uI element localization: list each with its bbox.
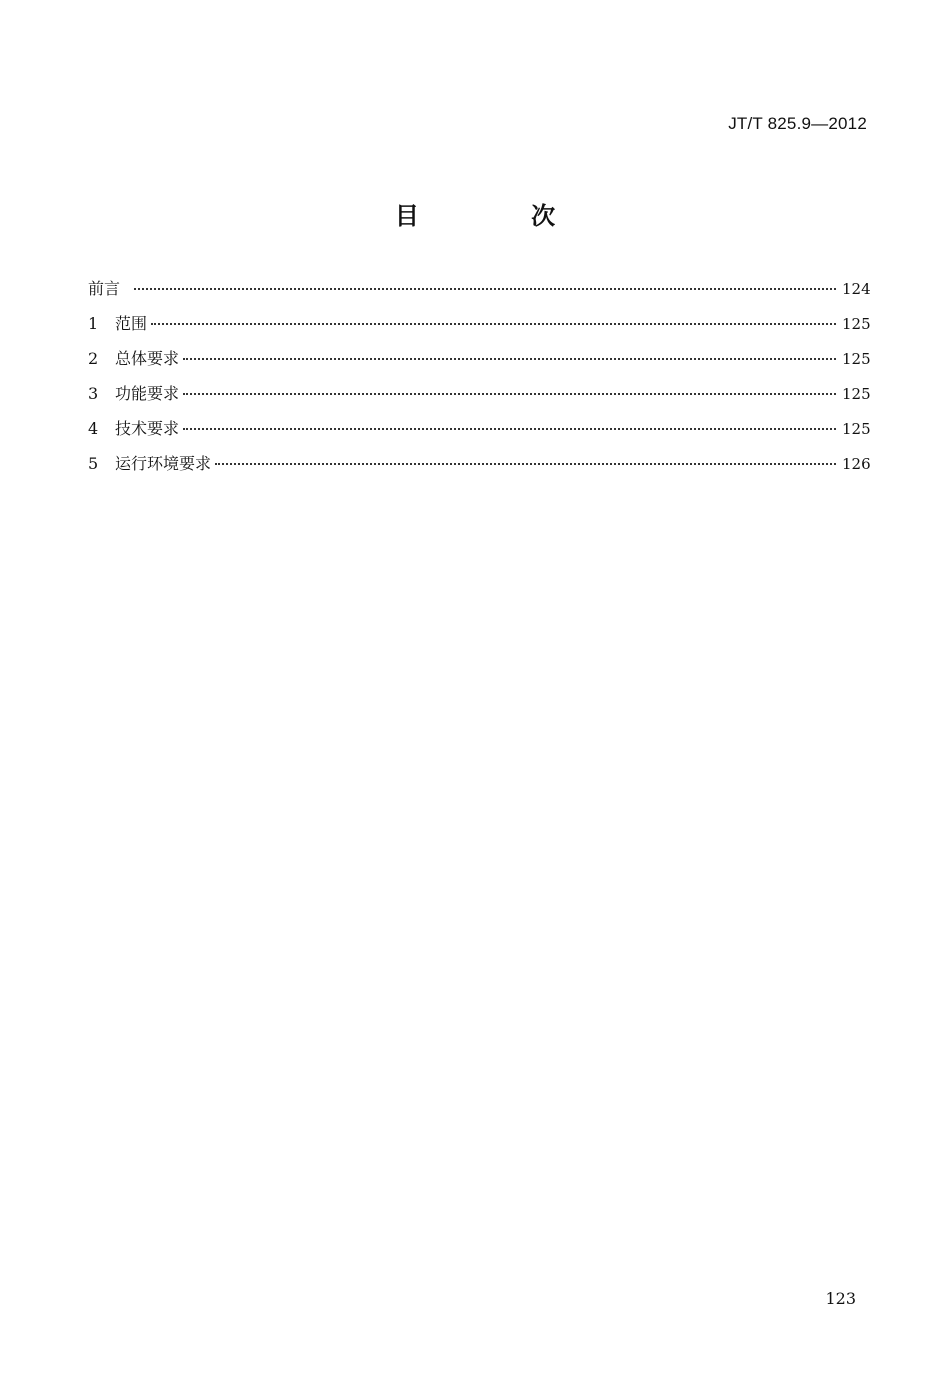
toc-entry-number: 5 xyxy=(88,454,99,473)
toc-entry-functional-requirements[interactable] xyxy=(88,381,871,416)
toc-entry-label: 前言 xyxy=(88,279,121,298)
toc-entry-general-requirements[interactable] xyxy=(88,346,871,381)
toc-list xyxy=(88,276,871,486)
toc-entry-label: 运行环境要求 xyxy=(115,454,212,473)
toc-entry-operating-environment[interactable] xyxy=(88,451,871,486)
toc-entry-number: 4 xyxy=(88,419,99,438)
toc-dot-leader xyxy=(134,288,836,290)
page-number: 123 xyxy=(825,1289,856,1308)
toc-dot-leader xyxy=(183,393,836,395)
toc-entry-page: 125 xyxy=(842,315,871,333)
standard-code: JT/T 825.9—2012 xyxy=(728,114,867,133)
toc-entry-page: 126 xyxy=(842,455,871,473)
toc-entry-page: 124 xyxy=(842,280,871,298)
toc-entry-page: 125 xyxy=(842,350,871,368)
toc-title: 目 次 xyxy=(394,202,608,230)
toc-dot-leader xyxy=(183,358,836,360)
toc-entry-preface[interactable] xyxy=(88,276,871,311)
toc-entry-number: 3 xyxy=(88,384,99,403)
toc-dot-leader xyxy=(183,428,836,430)
toc-entry-label: 范围 xyxy=(115,314,148,333)
toc-entry-scope[interactable] xyxy=(88,311,871,346)
toc-entry-page: 125 xyxy=(842,420,871,438)
toc-entry-technical-requirements[interactable] xyxy=(88,416,871,451)
toc-entry-label: 功能要求 xyxy=(115,384,180,403)
toc-entry-label: 总体要求 xyxy=(115,349,180,368)
toc-dot-leader xyxy=(151,323,836,325)
toc-entry-number: 2 xyxy=(88,349,99,368)
toc-entry-page: 125 xyxy=(842,385,871,403)
toc-dot-leader xyxy=(215,463,836,465)
toc-entry-label: 技术要求 xyxy=(115,419,180,438)
toc-entry-number: 1 xyxy=(88,314,99,333)
